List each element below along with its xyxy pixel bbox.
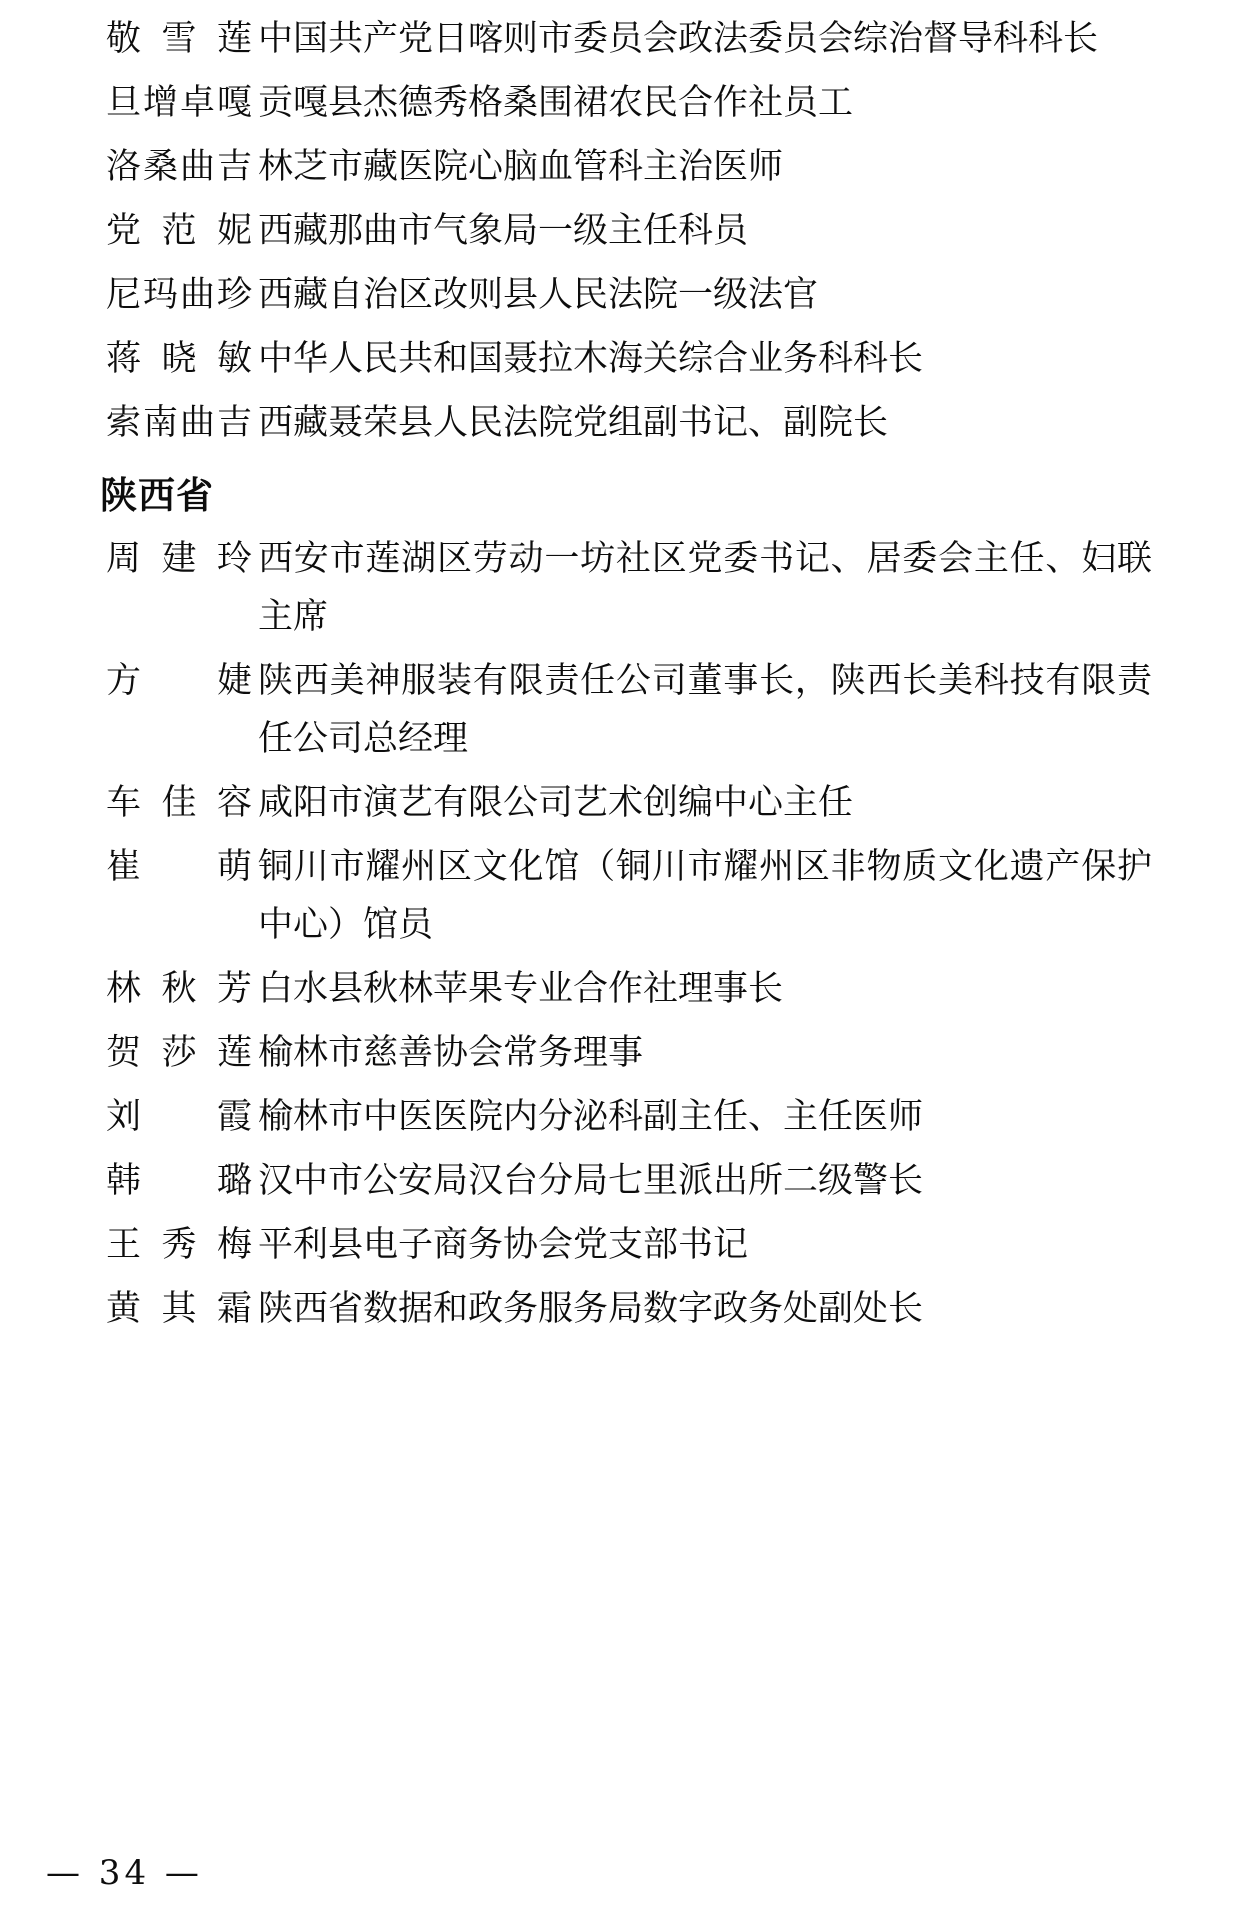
person-title: 贡嘎县杰德秀格桑围裙农民合作社员工 [258,83,854,123]
person-name: 敬雪莲 [106,19,252,59]
page-number: — 34 — [46,1853,203,1893]
person-name: 王秀梅 [106,1225,252,1265]
person-title: 林芝市藏医院心脑血管科主治医师 [258,147,784,187]
person-name: 洛桑曲吉 [106,147,252,187]
person-title: 榆林市中医医院内分泌科副主任、主任医师 [258,1097,924,1137]
person-name: 周建玲 [106,539,252,579]
person-name: 韩璐 [106,1161,252,1201]
person-title: 中国共产党日喀则市委员会政法委员会综治督导科科长 [258,19,1099,59]
list-item [100,10,1152,68]
person-name: 方婕 [106,661,252,701]
list-item [100,652,1152,768]
section-heading: 陕西省 [100,473,214,517]
person-name: 尼玛曲珍 [106,275,252,315]
person-title: 榆林市慈善协会常务理事 [258,1033,644,1073]
person-title: 平利县电子商务协会党支部书记 [258,1225,749,1265]
list-item [100,1280,1152,1338]
person-title: 西藏聂荣县人民法院党组副书记、副院长 [258,403,889,443]
entry-list [100,10,1152,1338]
list-item [100,74,1152,132]
list-item [100,530,1152,646]
person-name: 蒋晓敏 [106,339,252,379]
person-title: 陕西省数据和政务服务局数字政务处副处长 [258,1289,924,1329]
list-item [100,138,1152,196]
person-name: 崔萌 [106,847,252,887]
person-name: 索南曲吉 [106,403,252,443]
person-title: 中华人民共和国聂拉木海关综合业务科科长 [258,339,924,379]
person-name: 林秋芳 [106,969,252,1009]
list-item [100,1088,1152,1146]
list-item [100,394,1152,452]
person-name: 车佳容 [106,783,252,823]
person-name: 党范妮 [106,211,252,251]
list-item [100,1024,1152,1082]
list-item [100,1216,1152,1274]
person-title: 咸阳市演艺有限公司艺术创编中心主任 [258,783,854,823]
person-name: 贺莎莲 [106,1033,252,1073]
list-item [100,202,1152,260]
person-title: 陕西美神服装有限责任公司董事长，陕西长美科技有限责任公司总经理 [258,661,1152,759]
person-title: 西安市莲湖区劳动一坊社区党委书记、居委会主任、妇联主席 [258,539,1152,637]
person-title: 铜川市耀州区文化馆（铜川市耀州区非物质文化遗产保护中心）馆员 [258,847,1152,945]
list-item [100,774,1152,832]
person-name: 旦增卓嘎 [106,83,252,123]
list-item [100,960,1152,1018]
list-item [100,266,1152,324]
person-title: 西藏自治区改则县人民法院一级法官 [258,275,819,315]
person-name: 黄其霜 [106,1289,252,1329]
list-item [100,838,1152,954]
list-item [100,1152,1152,1210]
person-title: 西藏那曲市气象局一级主任科员 [258,211,749,251]
person-title: 汉中市公安局汉台分局七里派出所二级警长 [258,1161,924,1201]
list-item [100,330,1152,388]
person-title: 白水县秋林苹果专业合作社理事长 [258,969,784,1009]
person-name: 刘霞 [106,1097,252,1137]
